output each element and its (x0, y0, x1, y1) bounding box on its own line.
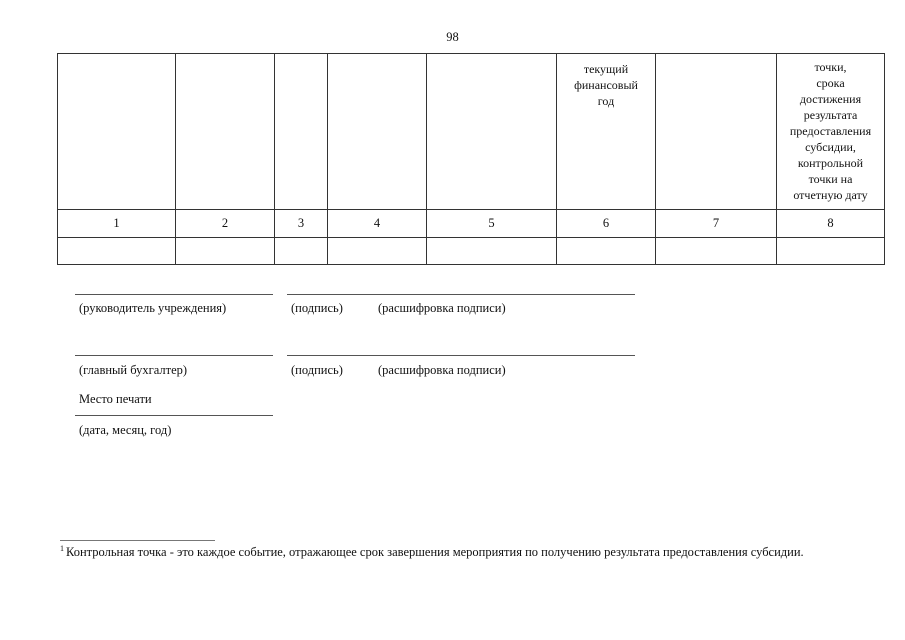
header-cell (656, 54, 777, 210)
signature-label: (подпись) (291, 363, 343, 377)
report-table (57, 53, 885, 265)
table-cell (656, 238, 777, 265)
table-cell (328, 238, 427, 265)
head-name-line (287, 294, 635, 295)
signature-label: (подпись) (291, 301, 343, 315)
column-number: 1 (58, 210, 176, 238)
header-line: год (597, 93, 615, 108)
header-line: точки на (808, 171, 853, 186)
column-number: 8 (777, 210, 885, 238)
table-cell (777, 238, 885, 265)
header-line: контрольной (797, 155, 864, 170)
table-cell (557, 238, 656, 265)
column-number: 7 (656, 210, 777, 238)
column-number: 5 (427, 210, 557, 238)
head-label: (руководитель учреждения) (79, 301, 227, 315)
signature-decode-label: (расшифровка подписи) (378, 363, 506, 377)
header-line: отчетную дату (793, 187, 868, 202)
column-number: 6 (557, 210, 656, 238)
header-cell (275, 54, 328, 210)
footnote-marker: 1 (60, 544, 64, 553)
header-line: текущий (583, 62, 629, 76)
accountant-name-line (287, 355, 635, 356)
table-cell (427, 238, 557, 265)
page-number: 98 (446, 30, 459, 44)
header-cell (58, 54, 176, 210)
accountant-signature-line (75, 355, 273, 356)
header-line: финансовый (574, 77, 638, 92)
stamp-label: Место печати (79, 392, 152, 406)
table-cell (275, 238, 328, 265)
header-cell (328, 54, 427, 210)
header-line: субсидии, (805, 139, 856, 154)
column-number-row (58, 210, 885, 238)
date-label: (дата, месяц, год) (79, 423, 172, 437)
table-cell (58, 238, 176, 265)
header-line: точки, (814, 60, 847, 74)
header-line: предоставления (789, 123, 872, 138)
header-cell-current-year (557, 54, 656, 210)
table-row (58, 238, 885, 265)
column-number: 3 (275, 210, 328, 238)
accountant-label: (главный бухгалтер) (79, 363, 188, 377)
footnote-rule (60, 540, 215, 541)
header-cell (176, 54, 275, 210)
column-number: 2 (176, 210, 275, 238)
head-signature-line (75, 294, 273, 295)
header-line: срока (816, 75, 845, 90)
footnote (60, 544, 850, 561)
header-cell-deadline (777, 54, 885, 210)
header-line: достижения (799, 91, 862, 106)
column-number: 4 (328, 210, 427, 238)
footnote-text: Контрольная точка - это каждое событие, отражающее срок завершения мероприятия по получению результата предоставления субсидии. (66, 545, 804, 560)
header-line: результата (803, 107, 858, 122)
header-row (58, 54, 885, 210)
date-line (75, 415, 273, 416)
table-cell (176, 238, 275, 265)
header-cell (427, 54, 557, 210)
signature-decode-label: (расшифровка подписи) (378, 301, 506, 315)
